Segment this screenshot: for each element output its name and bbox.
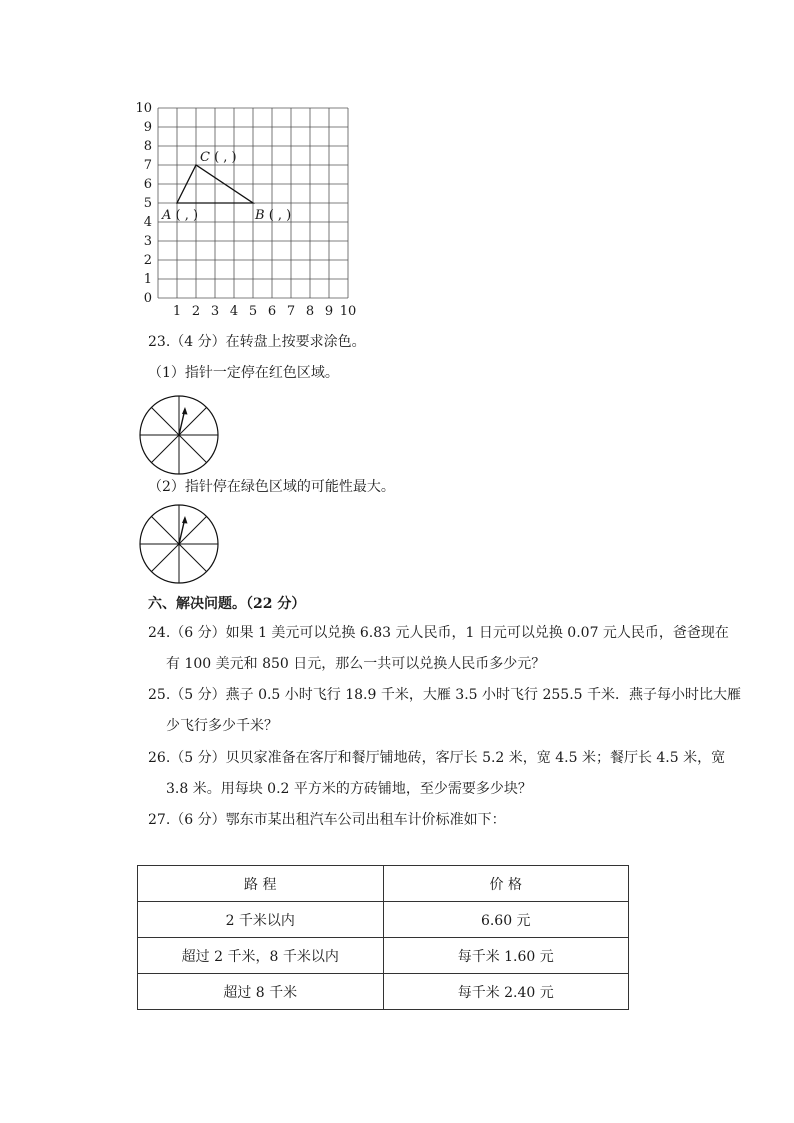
header-price: 价 格 bbox=[383, 866, 629, 902]
row-price: 每千米 2.40 元 bbox=[383, 974, 629, 1010]
row-distance: 2 千米以内 bbox=[138, 902, 384, 938]
table-row bbox=[138, 938, 629, 974]
x-tick-label: 5 bbox=[248, 304, 258, 319]
y-tick-label: 0 bbox=[143, 291, 152, 306]
header-distance: 路 程 bbox=[138, 866, 384, 902]
q24-line2: 有 100 美元和 850 日元，那么一共可以兑换人民币多少元？ bbox=[166, 656, 546, 672]
x-tick-label: 4 bbox=[229, 304, 239, 319]
table-row bbox=[138, 974, 629, 1010]
x-tick-label: 9 bbox=[324, 304, 334, 319]
q23-title: 23.（4 分）在转盘上按要求涂色。 bbox=[148, 334, 366, 350]
q25-line1: 25.（5 分）燕子 0.5 小时飞行 18.9 千米，大雁 3.5 小时飞行 255.5 千米．燕子每小时比大雁 bbox=[148, 687, 742, 703]
x-tick-label: 2 bbox=[191, 304, 201, 319]
x-tick-label: 6 bbox=[267, 304, 277, 319]
point-label-a: A ( , ) bbox=[162, 208, 199, 223]
row-price: 每千米 1.60 元 bbox=[383, 938, 629, 974]
q25-line2: 少飞行多少千米？ bbox=[166, 718, 278, 734]
y-tick-label: 4 bbox=[143, 215, 152, 230]
y-tick-label: 10 bbox=[135, 101, 152, 116]
y-axis-ticks bbox=[135, 101, 152, 306]
row-price: 6.60 元 bbox=[383, 902, 629, 938]
y-tick-label: 5 bbox=[143, 196, 152, 211]
taxi-fare-table bbox=[137, 865, 629, 1010]
x-axis-ticks bbox=[173, 304, 356, 319]
point-label-b: B ( , ) bbox=[255, 208, 292, 223]
y-tick-label: 1 bbox=[143, 272, 152, 287]
point-label-c: C ( , ) bbox=[200, 150, 237, 165]
y-tick-label: 8 bbox=[143, 139, 152, 154]
coordinate-grid bbox=[130, 100, 370, 320]
y-tick-label: 7 bbox=[143, 158, 152, 173]
x-tick-label: 7 bbox=[286, 304, 296, 319]
y-tick-label: 9 bbox=[143, 120, 152, 135]
q24-line1: 24.（6 分）如果 1 美元可以兑换 6.83 元人民币，1 日元可以兑换 0.07 元人民币，爸爸现在 bbox=[148, 625, 729, 641]
y-tick-label: 3 bbox=[143, 234, 152, 249]
x-tick-label: 1 bbox=[172, 304, 182, 319]
y-tick-label: 6 bbox=[143, 177, 152, 192]
x-tick-label: 8 bbox=[305, 304, 315, 319]
row-distance: 超过 2 千米，8 千米以内 bbox=[138, 938, 384, 974]
spinner-1[interactable] bbox=[137, 393, 221, 477]
q23-part2: （2）指针停在绿色区域的可能性最大。 bbox=[148, 479, 395, 495]
x-tick-label: 3 bbox=[210, 304, 220, 319]
row-distance: 超过 8 千米 bbox=[138, 974, 384, 1010]
table-header-row bbox=[138, 866, 629, 902]
q26-line1: 26.（5 分）贝贝家准备在客厅和餐厅铺地砖，客厅长 5.2 米，宽 4.5 米；餐厅长 4.5 米，宽 bbox=[148, 750, 726, 766]
q27-title: 27.（6 分）鄂东市某出租汽车公司出租车计价标准如下： bbox=[148, 812, 506, 828]
q26-line2: 3.8 米。用每块 0.2 平方米的方砖铺地，至少需要多少块？ bbox=[166, 781, 532, 797]
table-row bbox=[138, 902, 629, 938]
q23-part1: （1）指针一定停在红色区域。 bbox=[148, 365, 339, 381]
y-tick-label: 2 bbox=[143, 253, 152, 268]
spinner-2[interactable] bbox=[137, 502, 221, 586]
section-six-heading: 六、解决问题。（22 分） bbox=[148, 596, 306, 612]
x-tick-label: 10 bbox=[339, 304, 357, 319]
